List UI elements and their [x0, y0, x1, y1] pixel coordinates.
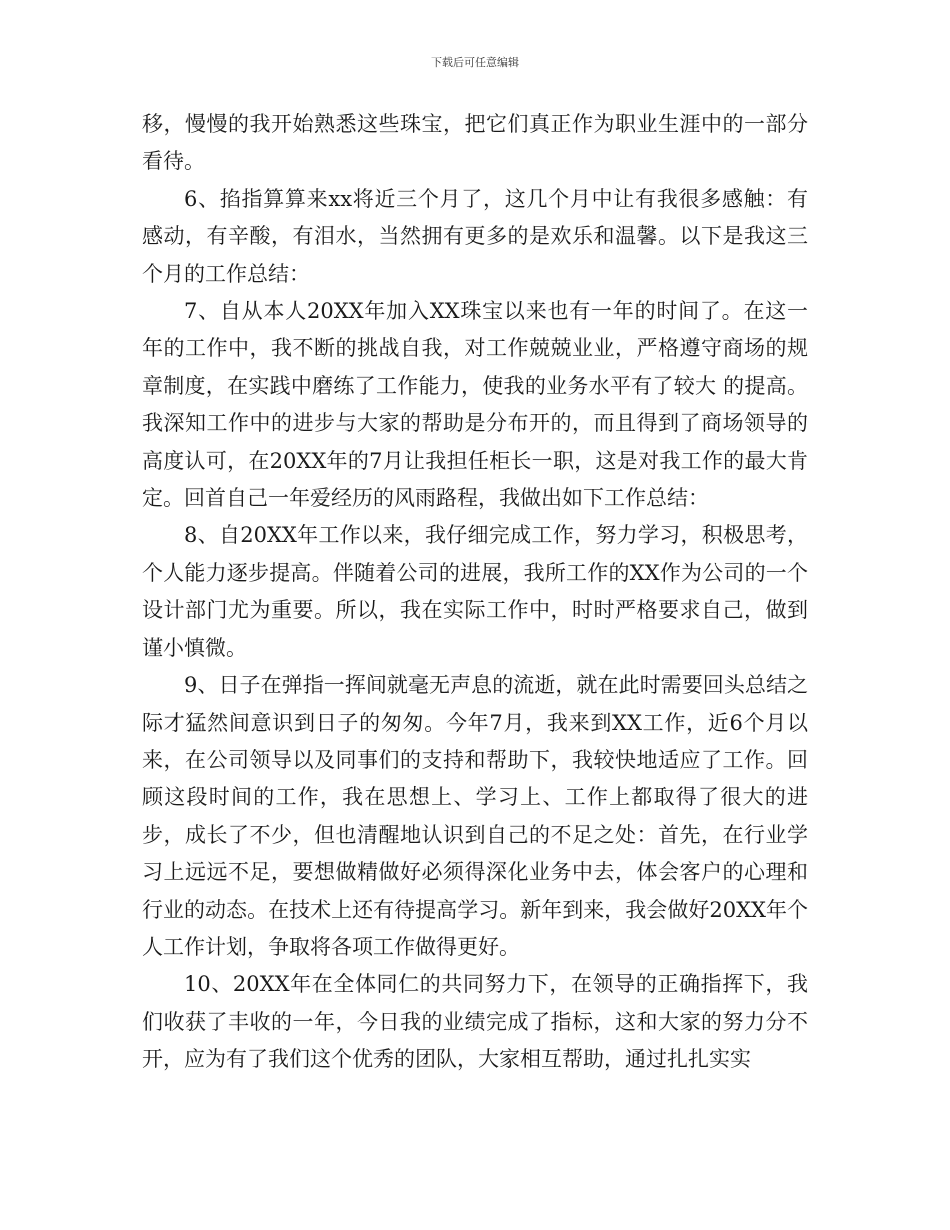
paragraph-item-9: 9、日子在弹指一挥间就毫无声息的流逝，就在此时需要回头总结之际才猛然间意识到日子的匆匆。今年7月，我来到XX工作，近6个月以来，在公司领导以及同事们的支持和帮助下，我较快地适应了工作。回顾这段时间的工作，我在思想上、学习上、工作上都取得了很大的进步，成长了不少，但也清醒地认识到自己的不足之处：首先，在行业学习上远远不足，要想做精做好必须得深化业务中去，体会客户的心理和行业的动态。在技术上还有待提高学习。新年到来，我会做好20XX年个人工作计划，争取将各项工作做得更好。	[142, 673, 808, 959]
page-header: 下载后可任意编辑	[431, 56, 519, 69]
document-body	[142, 106, 808, 1079]
paragraph-item-8: 8、自20XX年工作以来，我仔细完成工作，努力学习，积极思考，个人能力逐步提高。伴随着公司的进展，我所工作的XX作为公司的一个设计部门尤为重要。所以，我在实际工作中，时时严格要求自己，做到谨小慎微。	[142, 523, 808, 660]
paragraph-item-6: 6、掐指算算来xx将近三个月了，这几个月中让有我很多感触：有感动，有辛酸，有泪水，当然拥有更多的是欢乐和温馨。以下是我这三个月的工作总结：	[142, 186, 808, 286]
paragraph-continuation: 移，慢慢的我开始熟悉这些珠宝，把它们真正作为职业生涯中的一部分看待。	[142, 112, 808, 174]
paragraph-item-10: 10、20XX年在全体同仁的共同努力下，在领导的正确指挥下，我们收获了丰收的一年，今日我的业绩完成了指标，这和大家的努力分不开，应为有了我们这个优秀的团队，大家相互帮助，通过扎扎实实	[142, 972, 808, 1072]
paragraph-item-7: 7、自从本人20XX年加入XX珠宝以来也有一年的时间了。在这一年的工作中，我不断的挑战自我，对工作兢兢业业，严格遵守商场的规章制度，在实践中磨练了工作能力，使我的业务水平有了较大 的提高。我深知工作中的进步与大家的帮助是分布开的，而且得到了商场领导的高度认可，在20XX年的7月让我担任柜长一职，这是对我工作的最大肯定。回首自己一年爱经历的风雨路程，我做出如下工作总结：	[142, 299, 808, 511]
